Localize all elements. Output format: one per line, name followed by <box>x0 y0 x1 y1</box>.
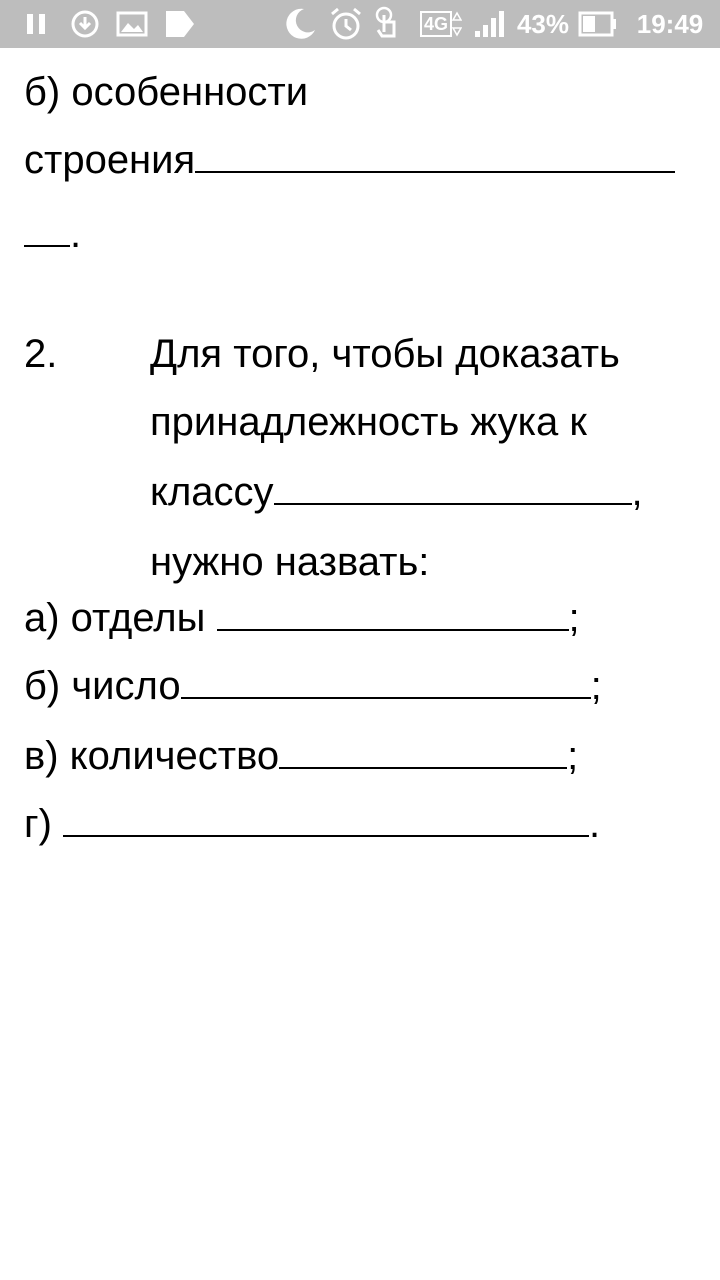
answer-g-end: . <box>589 802 601 846</box>
tag-icon <box>162 0 198 48</box>
answer-g-label: г) <box>24 802 64 846</box>
network-4g-icon <box>416 0 466 48</box>
answer-a-label: а) отделы <box>24 596 217 640</box>
answer-line-g <box>24 800 600 848</box>
question-2-line-4: нужно назвать: <box>150 540 430 584</box>
answer-line-v <box>24 732 578 780</box>
answer-blank-b <box>181 663 591 699</box>
alarm-icon <box>326 0 366 48</box>
text-line-osobennosti: б) особенности <box>24 70 309 114</box>
answer-blank-klassu <box>274 469 632 505</box>
time-wrap <box>630 0 710 48</box>
signal-icon <box>472 0 508 48</box>
answer-line-b <box>24 662 602 710</box>
answer-v-end: ; <box>567 734 579 778</box>
battery-percent: 43% <box>516 9 570 39</box>
answer-v-label: в) количество <box>24 734 280 778</box>
answer-blank-stroeniya <box>195 137 675 173</box>
klassu-end-mark: , <box>631 470 643 514</box>
moon-icon <box>280 0 320 48</box>
klassu-label: классу <box>150 470 274 514</box>
download-icon <box>68 0 102 48</box>
answer-b-label: б) число <box>24 664 181 708</box>
text-line-blank-end <box>24 210 81 258</box>
pause-icon <box>22 0 50 48</box>
question-2-line-3 <box>150 468 643 516</box>
clock-time: 19:49 <box>636 9 704 39</box>
image-icon <box>114 0 150 48</box>
network-type-label: 4G <box>420 11 452 37</box>
question-2-line-1: Для того, чтобы доказать <box>150 332 620 376</box>
stroeniya-end-mark: . <box>70 212 82 256</box>
answer-line-a <box>24 594 580 642</box>
answer-blank-g <box>63 801 589 837</box>
answer-blank-stroeniya-cont <box>24 211 70 247</box>
battery-percent-wrap <box>516 0 570 48</box>
answer-blank-a <box>217 595 569 631</box>
question-number: 2. <box>24 332 58 376</box>
stroeniya-label: строения <box>24 138 196 182</box>
answer-b-end: ; <box>590 664 602 708</box>
answer-blank-v <box>279 733 567 769</box>
battery-icon <box>576 0 620 48</box>
question-2-line-2: принадлежность жука к <box>150 400 587 444</box>
answer-a-end: ; <box>568 596 580 640</box>
touch-icon <box>372 0 406 48</box>
text-line-stroeniya <box>24 136 675 184</box>
status-bar <box>0 0 720 48</box>
